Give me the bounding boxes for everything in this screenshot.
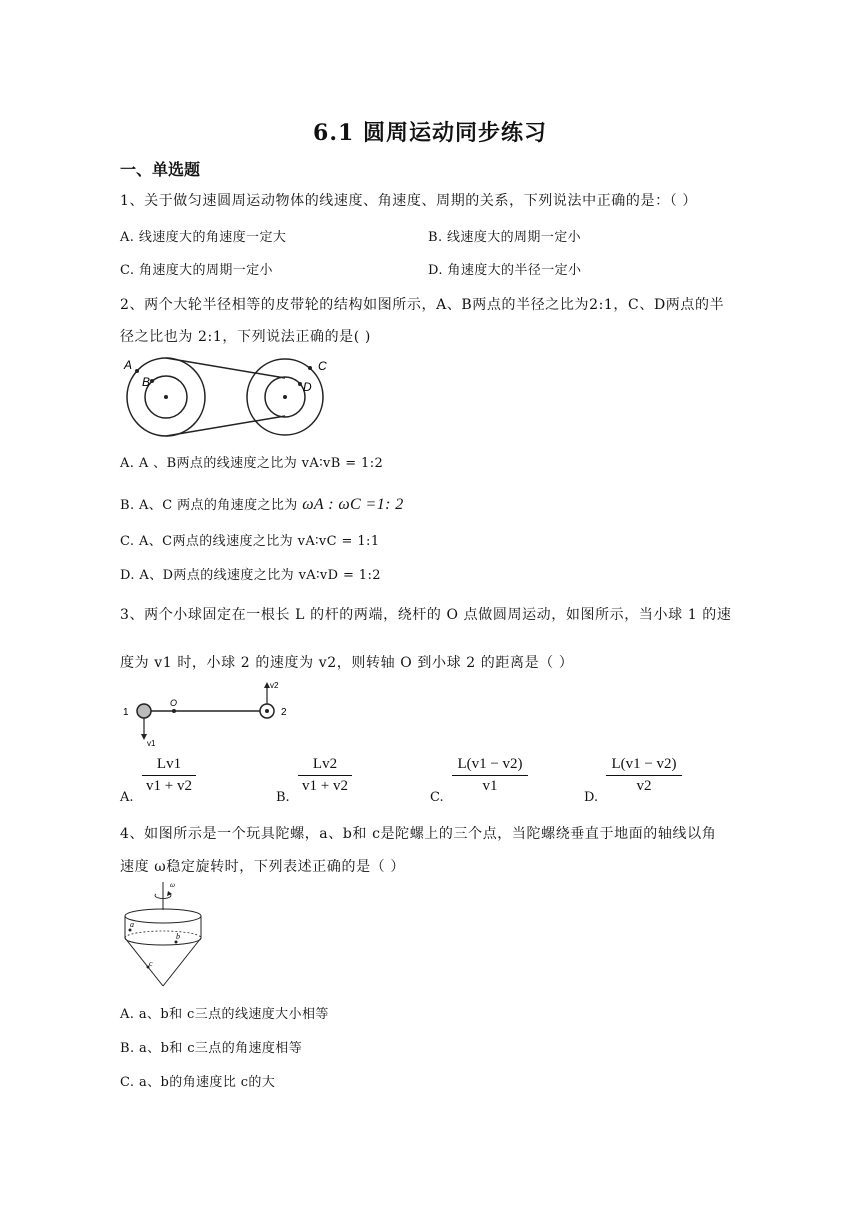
belt-pulley-figure [120, 356, 342, 440]
q2-stem-line1: 2、两个大轮半径相等的皮带轮的结构如图所示，A、B两点的半径之比为2:1，C、D两点的半 [120, 297, 725, 313]
pulley-right-axle [283, 395, 287, 399]
q4-option-a: A. a、b和 c三点的线速度大小相等 [120, 1007, 329, 1022]
belt-lower [166, 416, 285, 436]
q4-stem-line2: 速度 ω稳定旋转时，下列表述正确的是（ ） [120, 859, 405, 875]
ball-1 [137, 704, 151, 718]
label-a: A [124, 358, 133, 372]
top-lower-rim-hidden [125, 931, 201, 938]
point-a-dot [135, 369, 139, 373]
q3-option-c-letter: C. [430, 790, 444, 805]
q1-option-b: B. 线速度大的周期一定小 [428, 230, 582, 245]
ball-2-center [265, 709, 269, 713]
rod-two-balls-figure [118, 676, 298, 748]
q2-option-b-text: B. A、C 两点的角速度之比为 [120, 498, 298, 513]
q3-option-c-numerator: L(v1 − v2) [452, 756, 528, 776]
q4-stem-line1: 4、如图所示是一个玩具陀螺，a、b和 c是陀螺上的三个点，当陀螺绕垂直于地面的轴线以角 [120, 826, 717, 842]
point-c-dot [308, 366, 312, 370]
q4-option-c: C. a、b的角速度比 c的大 [120, 1075, 276, 1090]
label-b: b [176, 932, 180, 941]
point-b-dot [150, 379, 154, 383]
q3-stem-line1: 3、两个小球固定在一根长 L 的杆的两端，绕杆的 O 点做圆周运动，如图所示，当小球 1 的速 [120, 607, 732, 623]
q3-option-b-denominator: v1 + v2 [302, 778, 348, 794]
q3-option-a-numerator: Lv1 [142, 756, 196, 776]
q3-option-a-letter: A. [120, 790, 134, 805]
label-ball-2: 2 [281, 707, 287, 718]
q2-option-b-formula: ωA : ωC =1: 2 [302, 496, 404, 513]
label-omega: ω [170, 881, 175, 889]
label-v1: v1 [147, 739, 156, 748]
label-ball-1: 1 [123, 707, 129, 718]
q2-option-c: C. A、C两点的线速度之比为 vA∶vC = 1:1 [120, 534, 380, 549]
q1-option-a: A. 线速度大的角速度一定大 [120, 230, 287, 245]
pulley-left-axle [164, 395, 168, 399]
belt-upper [166, 358, 285, 378]
q3-option-c-formula [452, 756, 528, 795]
label-c: c [149, 959, 153, 968]
pivot-o [172, 709, 176, 713]
label-b: B [142, 375, 151, 389]
label-d: D [303, 380, 312, 394]
q2-option-d: D. A、D两点的线速度之比为 vA∶vD = 1:2 [120, 568, 381, 583]
q3-option-d-letter: D. [584, 790, 599, 805]
label-v2: v2 [270, 681, 279, 690]
q3-option-d-numerator: L(v1 − v2) [606, 756, 682, 776]
q3-option-a-denominator: v1 + v2 [146, 778, 192, 794]
q1-option-d: D. 角速度大的半径一定小 [428, 263, 582, 278]
q3-option-b-letter: B. [276, 790, 290, 805]
label-c: C [318, 359, 327, 373]
q3-option-c-denominator: v1 [482, 778, 498, 794]
q2-option-b [120, 494, 404, 514]
q3-option-a-formula [142, 756, 196, 795]
q3-option-d-denominator: v2 [636, 778, 652, 794]
section-heading: 一、单选题 [120, 160, 201, 179]
label-o: O [170, 698, 178, 708]
q1-stem: 1、关于做匀速圆周运动物体的线速度、角速度、周期的关系，下列说法中正确的是：（ ） [120, 193, 697, 209]
q3-option-d-formula [606, 756, 682, 795]
page-title: 6.1 圆周运动同步练习 [313, 120, 547, 146]
q1-option-c: C. 角速度大的周期一定小 [120, 263, 273, 278]
q3-option-b-formula [298, 756, 352, 795]
top-upper-rim [125, 909, 201, 923]
label-a: a [130, 920, 134, 929]
spinning-top-figure [118, 880, 208, 990]
q2-stem-line2: 径之比也为 2:1，下列说法正确的是( ) [120, 329, 371, 345]
q3-stem-line2: 度为 v1 时，小球 2 的速度为 v2，则转轴 O 到小球 2 的距离是（ ） [120, 655, 574, 671]
top-lower-rim [125, 938, 201, 945]
q2-option-a: A. A 、B两点的线速度之比为 vA∶vB = 1:2 [120, 456, 384, 471]
q3-option-b-numerator: Lv2 [298, 756, 352, 776]
point-d-dot [298, 382, 302, 386]
q4-option-b: B. a、b和 c三点的角速度相等 [120, 1041, 303, 1056]
